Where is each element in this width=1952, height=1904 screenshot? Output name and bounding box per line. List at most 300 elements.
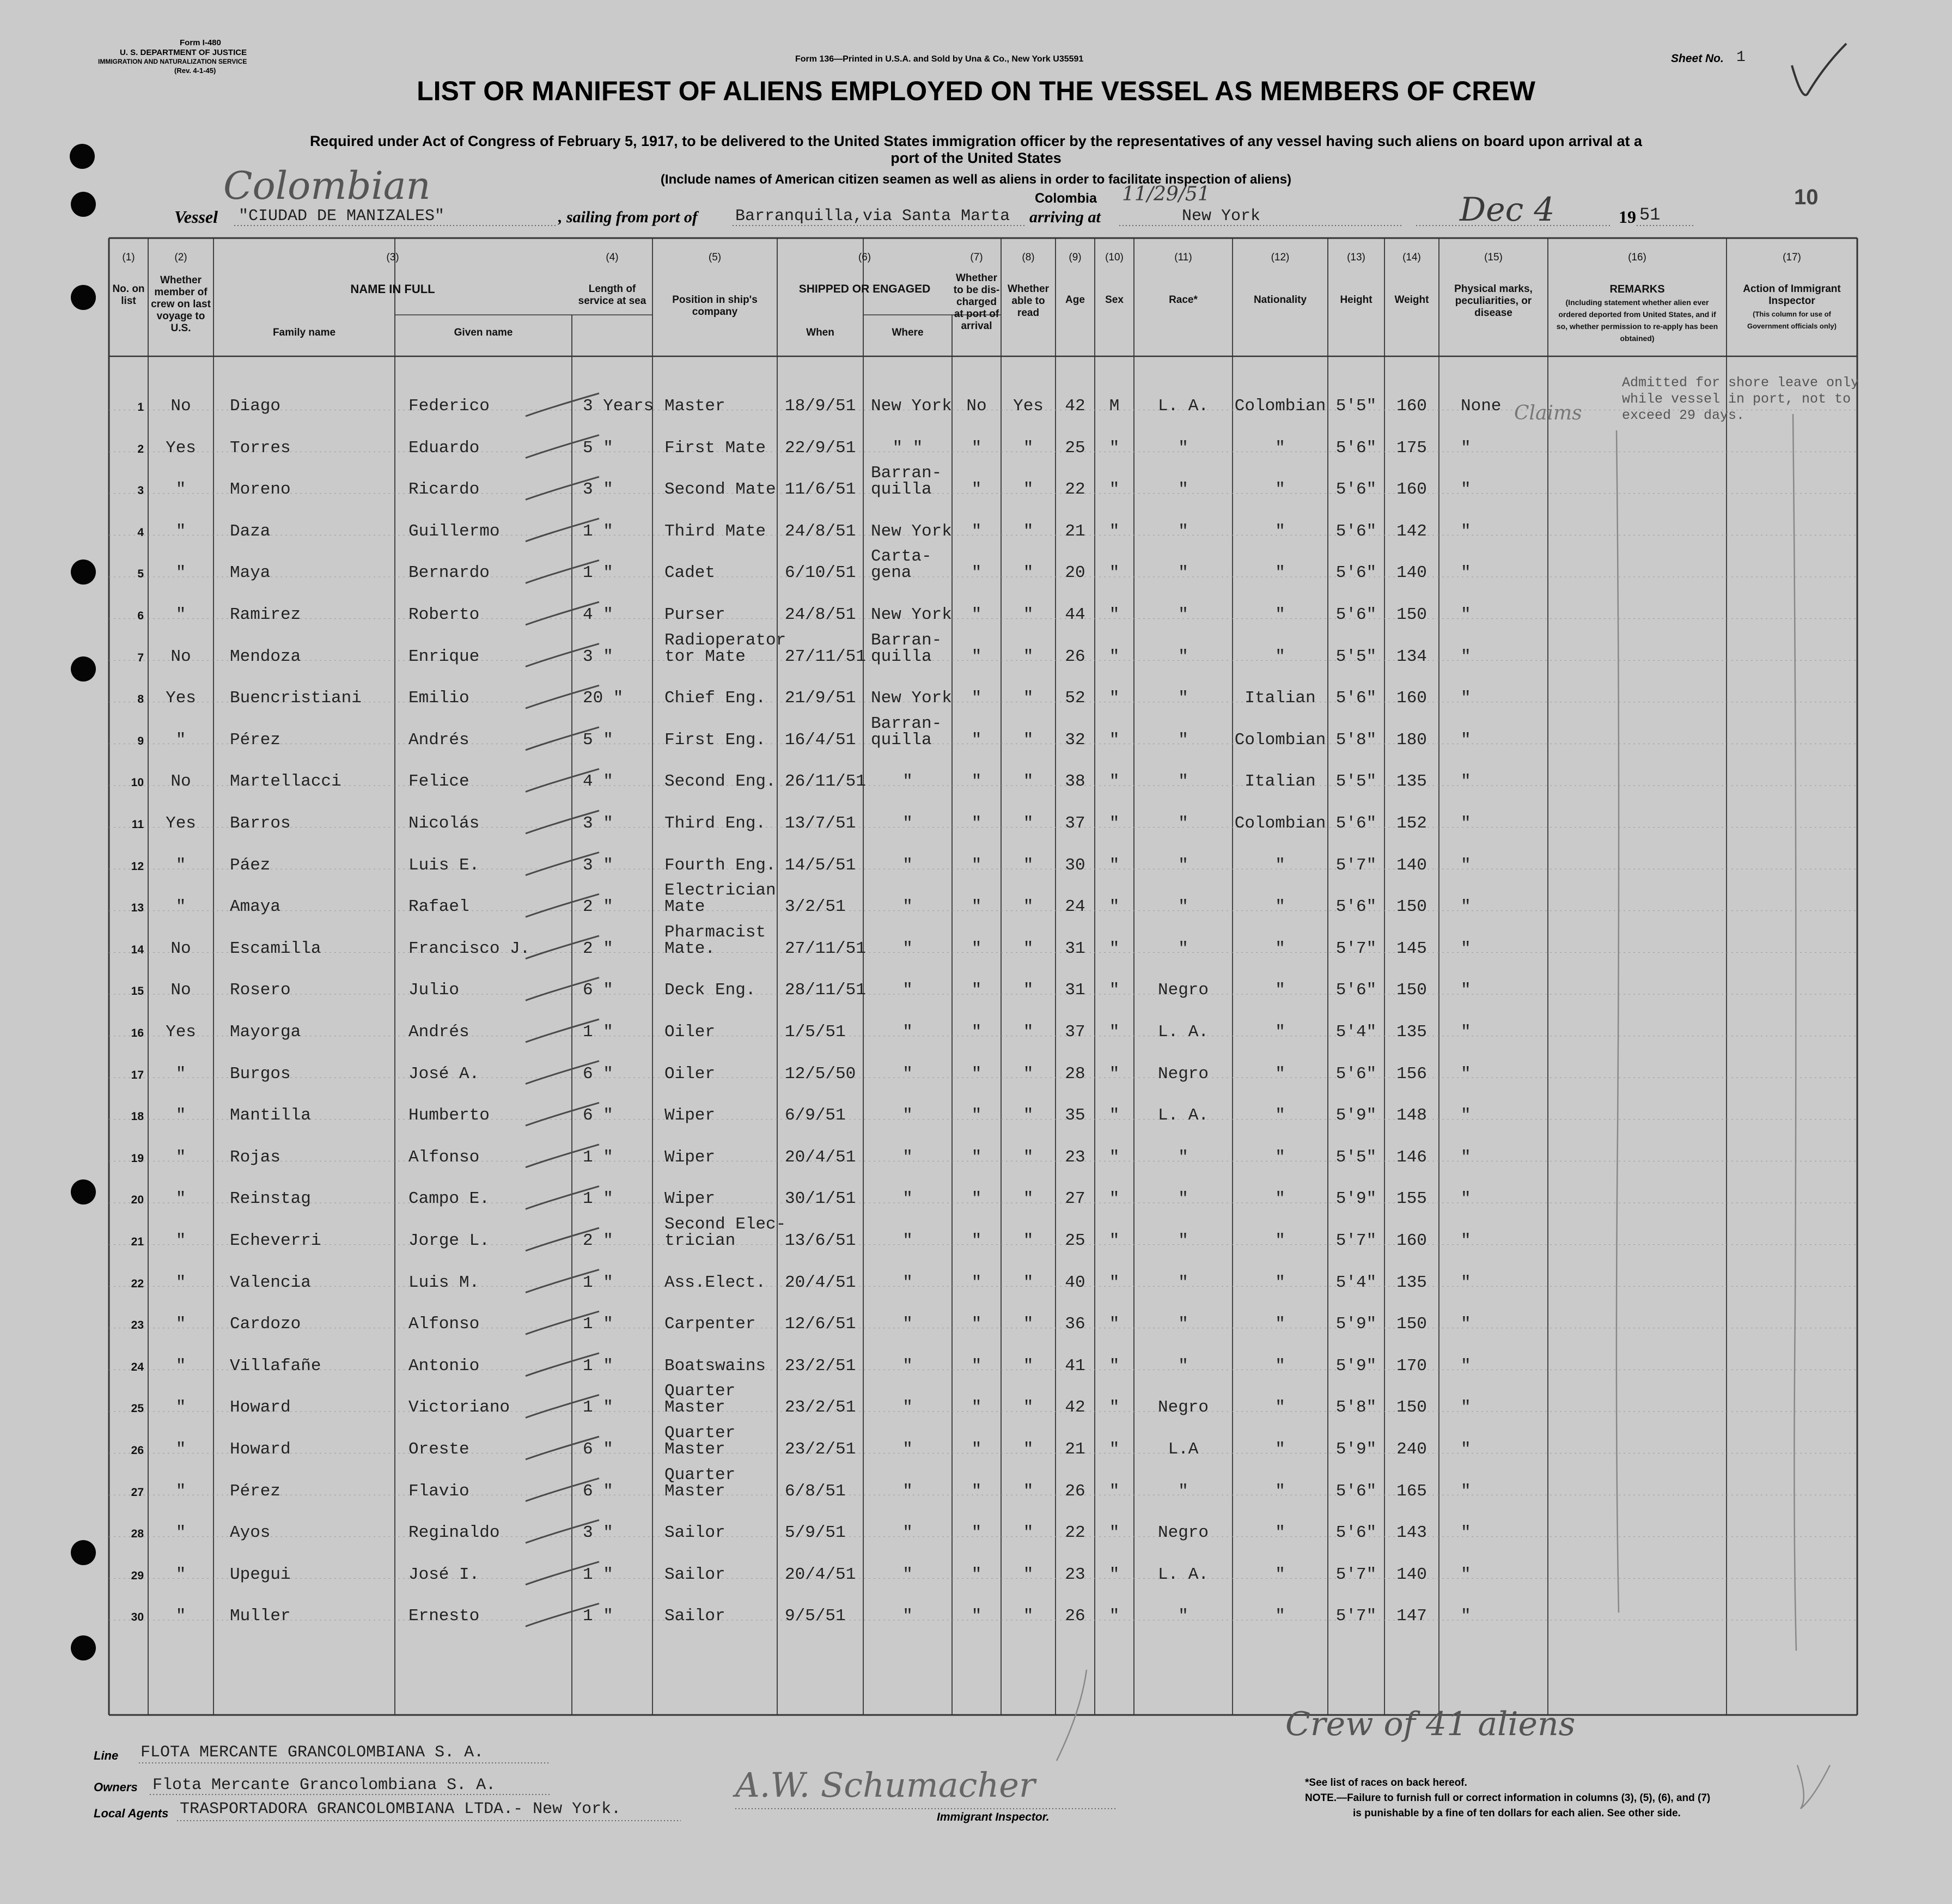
cell-weight: 150 <box>1396 897 1427 917</box>
cell-shipped-when: 27/11/51 <box>785 939 866 958</box>
cell-given-name: Flavio <box>408 1481 469 1501</box>
row-number: 28 <box>131 1528 144 1541</box>
cell-able-to-read: " <box>1023 480 1034 500</box>
header-age: Age <box>1065 294 1085 306</box>
cell-length-of-service: 4 " <box>583 772 613 792</box>
cell-age: 40 <box>1065 1273 1085 1292</box>
cell-nationality: " <box>1275 1607 1285 1626</box>
cell-position: Third Eng. <box>664 814 766 833</box>
cell-sex: " <box>1109 1565 1120 1584</box>
cell-shipped-when: 13/6/51 <box>785 1231 856 1250</box>
cell-last-voyage: " <box>175 563 186 583</box>
cell-physical-marks: " <box>1461 1315 1471 1334</box>
line-value: FLOTA MERCANTE GRANCOLOMBIANA S. A. <box>141 1743 484 1762</box>
year-prefix: 19 <box>1619 207 1636 227</box>
cell-able-to-read: " <box>1023 1106 1034 1126</box>
cell-able-to-read: " <box>1023 1607 1034 1626</box>
header-physical-marks: Physical marks, peculiarities, or disease <box>1454 283 1533 319</box>
cell-family-name: Barros <box>230 814 291 833</box>
cell-family-name: Muller <box>230 1607 291 1626</box>
cell-sex: " <box>1109 563 1120 583</box>
cell-last-voyage: " <box>175 730 186 750</box>
cell-height: 5'6" <box>1335 689 1377 708</box>
cell-physical-marks: " <box>1461 563 1471 583</box>
cell-nationality: " <box>1275 563 1285 583</box>
cell-length-of-service: 3 " <box>583 814 613 833</box>
cell-race: " <box>1178 438 1188 458</box>
cell-given-name: Julio <box>408 981 460 1000</box>
cell-position: First Eng. <box>664 730 766 750</box>
page-title: LIST OR MANIFEST OF ALIENS EMPLOYED ON THE VESSEL AS MEMBERS OF CREW <box>417 76 1535 106</box>
row-number: 16 <box>131 1027 144 1039</box>
header-sex: Sex <box>1105 294 1124 306</box>
cell-nationality: " <box>1275 521 1285 541</box>
cell-length-of-service: 1 " <box>583 563 613 583</box>
cell-nationality: " <box>1275 1481 1285 1501</box>
cell-shipped-where: " <box>902 1064 913 1084</box>
cell-last-voyage: No <box>170 397 191 416</box>
cell-length-of-service: 1 " <box>583 1147 613 1167</box>
cell-weight: 150 <box>1396 981 1427 1000</box>
cell-weight: 160 <box>1396 689 1427 708</box>
cell-family-name: Valencia <box>230 1273 311 1292</box>
cell-physical-marks: " <box>1461 1607 1471 1626</box>
cell-nationality: " <box>1275 981 1285 1000</box>
cell-shipped-when: 23/2/51 <box>785 1356 856 1376</box>
header-shipped-engaged: SHIPPED OR ENGAGED <box>798 283 931 295</box>
cell-shipped-where: " <box>902 1356 913 1376</box>
cell-family-name: Torres <box>230 438 291 458</box>
column-number: (14) <box>1402 252 1421 263</box>
cell-family-name: Ramirez <box>230 605 301 624</box>
cell-nationality: Colombian <box>1234 814 1326 833</box>
cell-able-to-read: " <box>1023 1231 1034 1250</box>
cell-nationality: " <box>1275 1356 1285 1376</box>
header-no-on-list: No. on list <box>112 283 145 307</box>
cell-position: Carpenter <box>664 1315 756 1334</box>
cell-able-to-read: " <box>1023 981 1034 1000</box>
cell-nationality: " <box>1275 939 1285 958</box>
cell-able-to-read: " <box>1023 1481 1034 1501</box>
cell-position: Cadet <box>664 563 716 583</box>
cell-weight: 135 <box>1396 772 1427 792</box>
cell-shipped-where-line-1: Carta- <box>871 547 932 567</box>
cell-physical-marks: " <box>1461 1523 1471 1543</box>
cell-physical-marks: None <box>1461 397 1502 416</box>
cell-shipped-when: 28/11/51 <box>785 981 866 1000</box>
cell-shipped-when: 23/2/51 <box>785 1440 856 1459</box>
cell-sex: " <box>1109 730 1120 750</box>
header-discharged: Whether to be dis-charged at port of arrival <box>953 272 1000 332</box>
subtitle-line-2: port of the United States <box>890 150 1062 166</box>
row-number: 27 <box>131 1486 144 1499</box>
cell-shipped-when: 22/9/51 <box>785 438 856 458</box>
cell-physical-marks: " <box>1461 647 1471 666</box>
cell-discharged: " <box>971 1523 982 1543</box>
country: Colombia <box>1035 191 1097 206</box>
cell-race: L.A <box>1168 1440 1199 1459</box>
cell-family-name: Moreno <box>230 480 291 500</box>
cell-sex: " <box>1109 1607 1120 1626</box>
cell-given-name: Oreste <box>408 1440 469 1459</box>
cell-height: 5'6" <box>1335 438 1377 458</box>
cell-height: 5'7" <box>1335 939 1377 958</box>
vessel-name: "CIUDAD DE MANIZALES" <box>239 207 445 226</box>
cell-given-name: Emilio <box>408 689 469 708</box>
cell-last-voyage: " <box>175 1064 186 1084</box>
cell-discharged: " <box>971 1231 982 1250</box>
cell-race: " <box>1178 939 1188 958</box>
cell-shipped-where: New York <box>871 689 952 708</box>
cell-sex: " <box>1109 1273 1120 1292</box>
cell-height: 5'6" <box>1335 981 1377 1000</box>
cell-shipped-where: " <box>902 814 913 833</box>
cell-age: 37 <box>1065 814 1085 833</box>
cell-nationality: Colombian <box>1234 730 1326 750</box>
cell-race: " <box>1178 1231 1188 1250</box>
cell-height: 5'9" <box>1335 1356 1377 1376</box>
cell-position-line-2: Master <box>664 1440 725 1459</box>
cell-age: 52 <box>1065 689 1085 708</box>
department: U. S. DEPARTMENT OF JUSTICE <box>120 48 247 57</box>
column-number: (1) <box>122 252 135 263</box>
cell-last-voyage: " <box>175 1607 186 1626</box>
cell-race: " <box>1178 1481 1188 1501</box>
cell-shipped-where: " <box>902 939 913 958</box>
cell-able-to-read: " <box>1023 1023 1034 1042</box>
cell-physical-marks: " <box>1461 1023 1471 1042</box>
cell-shipped-where: " <box>902 1231 913 1250</box>
row-number: 10 <box>131 776 144 789</box>
cell-sex: " <box>1109 1398 1120 1418</box>
cell-sex: " <box>1109 939 1120 958</box>
cell-height: 5'4" <box>1335 1023 1377 1042</box>
cell-height: 5'6" <box>1335 1064 1377 1084</box>
cell-age: 36 <box>1065 1315 1085 1334</box>
cell-discharged: " <box>971 1147 982 1167</box>
cell-weight: 150 <box>1396 605 1427 624</box>
cell-physical-marks: " <box>1461 1273 1471 1292</box>
cell-last-voyage: " <box>175 1356 186 1376</box>
cell-height: 5'8" <box>1335 1398 1377 1418</box>
cell-length-of-service: 1 " <box>583 1607 613 1626</box>
cell-height: 5'9" <box>1335 1106 1377 1126</box>
cell-able-to-read: " <box>1023 438 1034 458</box>
cell-shipped-where-line-2: gena <box>871 563 912 583</box>
cell-able-to-read: " <box>1023 689 1034 708</box>
cell-weight: 160 <box>1396 1231 1427 1250</box>
cell-family-name: Escamilla <box>230 939 321 958</box>
cell-length-of-service: 4 " <box>583 605 613 624</box>
cell-length-of-service: 2 " <box>583 897 613 917</box>
column-number: (6) <box>858 252 871 263</box>
cell-shipped-when: 20/4/51 <box>785 1273 856 1292</box>
header-race: Race* <box>1169 294 1198 306</box>
cell-shipped-where-line-2: quilla <box>871 730 932 750</box>
cell-height: 5'9" <box>1335 1440 1377 1459</box>
cell-race: L. A. <box>1157 1106 1209 1126</box>
cell-length-of-service: 5 " <box>583 730 613 750</box>
revision: (Rev. 4-1-45) <box>174 66 216 75</box>
cell-weight: 152 <box>1396 814 1427 833</box>
cell-shipped-when: 12/5/50 <box>785 1064 856 1084</box>
owners-value: Flota Mercante Grancolombiana S. A. <box>152 1776 496 1794</box>
cell-shipped-where: " <box>902 1398 913 1418</box>
handwritten-claims: Claims <box>1514 402 1582 424</box>
cell-weight: 142 <box>1396 521 1427 541</box>
cell-sex: " <box>1109 1356 1120 1376</box>
cell-nationality: Italian <box>1245 772 1316 792</box>
cell-family-name: Mendoza <box>230 647 301 666</box>
column-number: (2) <box>174 252 187 263</box>
cell-position-line-1: Quarter <box>664 1382 736 1401</box>
agents-label: Local Agents <box>94 1806 169 1820</box>
row-number: 21 <box>131 1236 144 1248</box>
cell-nationality: " <box>1275 1398 1285 1418</box>
cell-length-of-service: 6 " <box>583 1064 613 1084</box>
cell-height: 5'7" <box>1335 1231 1377 1250</box>
cell-discharged: " <box>971 605 982 624</box>
cell-family-name: Reinstag <box>230 1189 311 1209</box>
cell-length-of-service: 1 " <box>583 1023 613 1042</box>
cell-sex: " <box>1109 1481 1120 1501</box>
cell-family-name: Martellacci <box>230 772 341 792</box>
row-number: 30 <box>131 1611 144 1624</box>
cell-shipped-where: " " <box>892 438 923 458</box>
cell-shipped-when: 3/2/51 <box>785 897 846 917</box>
cell-given-name: Victoriano <box>408 1398 510 1418</box>
cell-length-of-service: 3 Years <box>583 397 654 416</box>
cell-age: 42 <box>1065 397 1085 416</box>
cell-given-name: Bernardo <box>408 563 490 583</box>
cell-given-name: Luis E. <box>408 855 480 875</box>
cell-position: Oiler <box>664 1023 716 1042</box>
cell-nationality: " <box>1275 647 1285 666</box>
cell-weight: 135 <box>1396 1023 1427 1042</box>
cell-discharged: " <box>971 647 982 666</box>
column-number: (12) <box>1271 252 1290 263</box>
cell-physical-marks: " <box>1461 1106 1471 1126</box>
cell-discharged: " <box>971 855 982 875</box>
header-length-of-service: Length of service at sea <box>578 283 646 307</box>
column-number: (7) <box>970 252 983 263</box>
cell-shipped-where: " <box>902 1481 913 1501</box>
cell-shipped-where: New York <box>871 605 952 624</box>
cell-able-to-read: " <box>1023 730 1034 750</box>
cell-given-name: Nicolás <box>408 814 480 833</box>
subtitle-line-3: (Include names of American citizen seamen as well as aliens in order to facilitate inspection of aliens) <box>660 172 1292 187</box>
sailing-label: , sailing from port of <box>558 208 698 226</box>
cell-discharged: " <box>971 1189 982 1209</box>
cell-last-voyage: " <box>175 605 186 624</box>
sheet-label: Sheet No. <box>1671 52 1724 65</box>
cell-shipped-where: New York <box>871 397 952 416</box>
cell-able-to-read: " <box>1023 1189 1034 1209</box>
cell-height: 5'5" <box>1335 397 1377 416</box>
cell-length-of-service: 1 " <box>583 1315 613 1334</box>
cell-position-line-2: tor Mate <box>664 647 746 666</box>
cell-last-voyage: " <box>175 1440 186 1459</box>
cell-discharged: " <box>971 1607 982 1626</box>
column-number: (16) <box>1628 252 1646 263</box>
cell-able-to-read: " <box>1023 605 1034 624</box>
cell-physical-marks: " <box>1461 438 1471 458</box>
cell-shipped-where: " <box>902 1607 913 1626</box>
cell-position-line-1: Quarter <box>664 1465 736 1485</box>
inspector-signature: A.W. Schumacher <box>735 1765 1035 1805</box>
owners-label: Owners <box>94 1780 138 1794</box>
column-number: (15) <box>1484 252 1503 263</box>
cell-family-name: Buencristiani <box>230 689 362 708</box>
cell-weight: 148 <box>1396 1106 1427 1126</box>
cell-physical-marks: " <box>1461 1147 1471 1167</box>
cell-physical-marks: " <box>1461 605 1471 624</box>
cell-shipped-when: 6/10/51 <box>785 563 856 583</box>
cell-given-name: José A. <box>408 1064 480 1084</box>
row-number: 24 <box>131 1360 144 1373</box>
printer-line: Form 136—Printed in U.S.A. and Sold by Una & Co., New York U35591 <box>795 54 1084 64</box>
cell-physical-marks: " <box>1461 1565 1471 1584</box>
cell-position-line-1: Quarter <box>664 1424 736 1443</box>
cell-position: Ass.Elect. <box>664 1273 766 1292</box>
header-family-name: Family name <box>272 327 336 338</box>
cell-discharged: " <box>971 521 982 541</box>
handwritten-day: Dec 4 <box>1460 191 1555 229</box>
cell-discharged: " <box>971 939 982 958</box>
cell-shipped-when: 24/8/51 <box>785 521 856 541</box>
header-action-sub: (This column for use of Government officials only) <box>1747 310 1837 330</box>
cell-nationality: " <box>1275 1231 1285 1250</box>
cell-weight: 175 <box>1396 438 1427 458</box>
cell-discharged: " <box>971 563 982 583</box>
cell-last-voyage: " <box>175 1189 186 1209</box>
cell-sex: " <box>1109 1023 1120 1042</box>
cell-position: Wiper <box>664 1106 716 1126</box>
cell-age: 35 <box>1065 1106 1085 1126</box>
cell-family-name: Rosero <box>230 981 291 1000</box>
cell-nationality: " <box>1275 480 1285 500</box>
cell-physical-marks: " <box>1461 480 1471 500</box>
cell-physical-marks: " <box>1461 814 1471 833</box>
cell-sex: " <box>1109 1106 1120 1126</box>
cell-nationality: " <box>1275 897 1285 917</box>
cell-height: 5'6" <box>1335 521 1377 541</box>
cell-sex: " <box>1109 1315 1120 1334</box>
cell-shipped-where: " <box>902 1147 913 1167</box>
cell-shipped-when: 12/6/51 <box>785 1315 856 1334</box>
row-number: 26 <box>131 1444 144 1457</box>
cell-sex: " <box>1109 814 1120 833</box>
cell-race: L. A. <box>1157 1565 1209 1584</box>
header-where: Where <box>892 327 924 338</box>
cell-weight: 135 <box>1396 1273 1427 1292</box>
cell-shipped-when: 18/9/51 <box>785 397 856 416</box>
cell-nationality: " <box>1275 1189 1285 1209</box>
cell-height: 5'5" <box>1335 647 1377 666</box>
cell-last-voyage: Yes <box>166 689 196 708</box>
cell-physical-marks: " <box>1461 855 1471 875</box>
cell-race: " <box>1178 1356 1188 1376</box>
row-number: 5 <box>137 568 144 581</box>
header-weight: Weight <box>1394 294 1429 306</box>
cell-sex: " <box>1109 1147 1120 1167</box>
cell-age: 25 <box>1065 438 1085 458</box>
header-name-in-full: NAME IN FULL <box>350 282 435 296</box>
note-text-1: —Failure to furnish full or correct information in columns (3), (5), (6), and (7) <box>1337 1792 1711 1804</box>
row-number: 25 <box>131 1402 144 1415</box>
cell-given-name: Humberto <box>408 1106 490 1126</box>
cell-age: 37 <box>1065 1023 1085 1042</box>
cell-last-voyage: Yes <box>166 438 196 458</box>
cell-sex: M <box>1109 397 1120 416</box>
corner-number: 10 <box>1794 185 1819 209</box>
cell-family-name: Echeverri <box>230 1231 321 1250</box>
cell-given-name: Alfonso <box>408 1315 480 1334</box>
cell-weight: 156 <box>1396 1064 1427 1084</box>
cell-weight: 146 <box>1396 1147 1427 1167</box>
cell-discharged: No <box>966 397 987 416</box>
cell-discharged: " <box>971 1398 982 1418</box>
cell-family-name: Rojas <box>230 1147 281 1167</box>
header-position: Position in ship's company <box>672 294 758 318</box>
row-number: 17 <box>131 1068 144 1081</box>
cell-race: " <box>1178 1147 1188 1167</box>
cell-physical-marks: " <box>1461 1189 1471 1209</box>
cell-shipped-where-line-1: Barran- <box>871 464 942 483</box>
cell-position: Sailor <box>664 1565 725 1584</box>
cell-family-name: Mantilla <box>230 1106 311 1126</box>
cell-discharged: " <box>971 1064 982 1084</box>
cell-sex: " <box>1109 480 1120 500</box>
cell-shipped-when: 27/11/51 <box>785 647 866 666</box>
cell-family-name: Maya <box>230 563 271 583</box>
column-number: (3) <box>386 252 399 263</box>
cell-nationality: " <box>1275 1147 1285 1167</box>
cell-able-to-read: " <box>1023 563 1034 583</box>
cell-shipped-when: 14/5/51 <box>785 855 856 875</box>
cell-length-of-service: 6 " <box>583 1481 613 1501</box>
cell-race: " <box>1178 814 1188 833</box>
cell-able-to-read: " <box>1023 1064 1034 1084</box>
cell-height: 5'7" <box>1335 1565 1377 1584</box>
cell-physical-marks: " <box>1461 1064 1471 1084</box>
cell-shipped-where: " <box>902 1106 913 1126</box>
cell-given-name: Jorge L. <box>408 1231 490 1250</box>
cell-discharged: " <box>971 981 982 1000</box>
cell-length-of-service: 1 " <box>583 1565 613 1584</box>
cell-race: " <box>1178 897 1188 917</box>
cell-length-of-service: 1 " <box>583 1273 613 1292</box>
cell-family-name: Pérez <box>230 730 281 750</box>
cell-sex: " <box>1109 981 1120 1000</box>
cell-last-voyage: " <box>175 1523 186 1543</box>
cell-race: " <box>1178 1315 1188 1334</box>
header-action-inspector: Action of Immigrant Inspector <box>1743 283 1841 307</box>
cell-length-of-service: 3 " <box>583 855 613 875</box>
cell-age: 25 <box>1065 1231 1085 1250</box>
cell-shipped-where: New York <box>871 521 952 541</box>
cell-shipped-when: 5/9/51 <box>785 1523 846 1543</box>
cell-last-voyage: " <box>175 1106 186 1126</box>
cell-last-voyage: No <box>170 772 191 792</box>
cell-physical-marks: " <box>1461 1481 1471 1501</box>
cell-shipped-where: " <box>902 981 913 1000</box>
cell-physical-marks: " <box>1461 730 1471 750</box>
cell-age: 20 <box>1065 563 1085 583</box>
cell-weight: 140 <box>1396 563 1427 583</box>
cell-weight: 150 <box>1396 1398 1427 1418</box>
row-number: 29 <box>131 1569 144 1582</box>
